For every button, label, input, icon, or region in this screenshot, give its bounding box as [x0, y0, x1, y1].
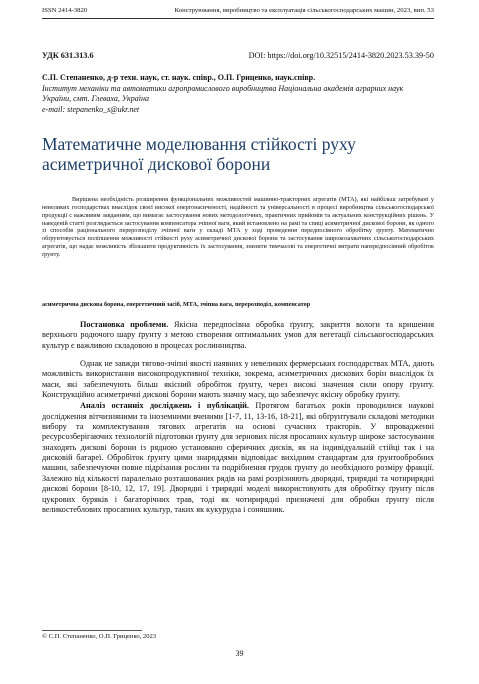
paragraph-problem: Постановка проблеми. Якісна передпосівна обробка ґрунту, закриття вологи та кришення верхнього родючого шару ґрунту з метою створення оптимальних умов для вегетації сільськогосподарських культур є важливою складовою в процесах рослинництва. [42, 320, 434, 350]
footnote-rule [42, 630, 142, 631]
keywords: асиметрична дискова борона, енергетичний засіб, МТА, зчіпна вага, перерозподіл, компенсатор [42, 301, 311, 308]
doi-link[interactable]: DOI: https://doi.org/10.32515/2414-3820.2023.53.39-50 [248, 51, 434, 60]
author-email[interactable]: e-mail: stepanenko_s@ukr.net [42, 104, 140, 114]
header-issn: ISSN 2414-3820 [42, 7, 88, 14]
running-header [42, 4, 434, 19]
section-heading-problem: Постановка проблеми. [80, 320, 169, 329]
author-line: С.П. Степаненко, д-р техн. наук, ст. наук. співр., О.П. Гриценко, наук.співр. [42, 73, 316, 82]
author-block [42, 73, 434, 115]
page-number: 39 [235, 649, 244, 658]
article-body [42, 320, 434, 515]
article-meta [42, 51, 434, 65]
paragraph-analysis: Аналіз останніх досліджень і публікацій. Протягом багатьох років проводилися наукові дослідження вітчизняними та іноземними вченими [1-7, 11, 13-16, 18-21], які обґрунтували складові методики вибору та комплектування тягових агрегатів на основі сучасних тракторів. У впровадженні ресурсозберігаючих технологій підготовки ґрунту для зернових після просапних культур широке застосування знаходять дискові борони із рядною установкою сферичних дисків, як на індивідуальній стійці так і на дисковій батареї. Обробіток ґрунту цими знаряддями відповідає вихідним стандартам для ґрунтообробних машин, забезпечуючи повне підрізання рослин та подрібнення грудок ґрунту до необхідного розміру фракції. Залежно від кількості паралельно розташованих рядів на рамі розрізняють дворядні, трирядні та чотирирядні дискові борони [8-10, 12, 17, 19]. Дворядні і трирядні моделі використовують для обробітку ґрунту після цукрових буряків і багаторічних трав, тоді як чотирирядні призначені для обробки ґрунту після великостеблових просапних культур, таких як кукурудза і соняшник. [42, 401, 434, 514]
header-journal-title: Конструювання, виробництво та експлуатація сільськогосподарських машин, 2023, вип. 53 [174, 7, 434, 14]
abstract: Вирішена необхідність розширення функціональних можливостей машинно-тракторних агрегатів (МТА), які найбільш затребувані у невеликих господарствах внаслідок своєї високої енергонасиченості, надійності та універсальності в процесі виробництва сільськогосподарської продукції с важливим завданням, що вимагає застосування нових методологічних, практичних прийомів та актуальних конструкційних рішень. У наведеній статті розглядається застосування компенсатора зчіпної ваги, який встановлено на рамі та спиці асиметричної дискової борони, як одного зі способів раціонального перерозподілу зчіпної ваги у складі МТА у ході проведення передпосівного обробітку ґрунту. Математично обґрунтовується поліпшення можливості стійкості руху асиметричної дискової борони та застосування широкозахватних сільськогосподарських агрегатів, що надає можливість збільшити продуктивність їх застосування, знизити тимчасові та енергетичні витрати напередпосівний обробіток ґрунту. [42, 196, 434, 258]
copyright-footnote: © С.П. Степаненко, О.П. Гриценко, 2023 [42, 633, 157, 640]
article-title: Математичне моделювання стійкості руху асиметричної дискової борони [42, 134, 356, 174]
author-institution: Інститут механіки та автоматики агропромислового виробництва Національна академія аграрних наук України, смт. Глеваха, Україна [42, 83, 404, 104]
paragraph-tractor: Однак не завжди тягово-зчіпні якості наявних у невеликих фермерських господарствах МТА, дають можливість використання високопродуктивної техніки, зокрема, асиметричних дискових борін внаслідок їх маси, які забезпечують більш якісний обробіток ґрунту, через високі значення сили опору ґрунту. Конструкційно асиметричні дискові борони мають значну масу, що забезпечує якісну обробку ґрунту. [42, 359, 434, 400]
section-heading-analysis: Аналіз останніх досліджень і публікацій. [80, 401, 249, 411]
udk-code: УДК 631.313.6 [42, 51, 94, 60]
